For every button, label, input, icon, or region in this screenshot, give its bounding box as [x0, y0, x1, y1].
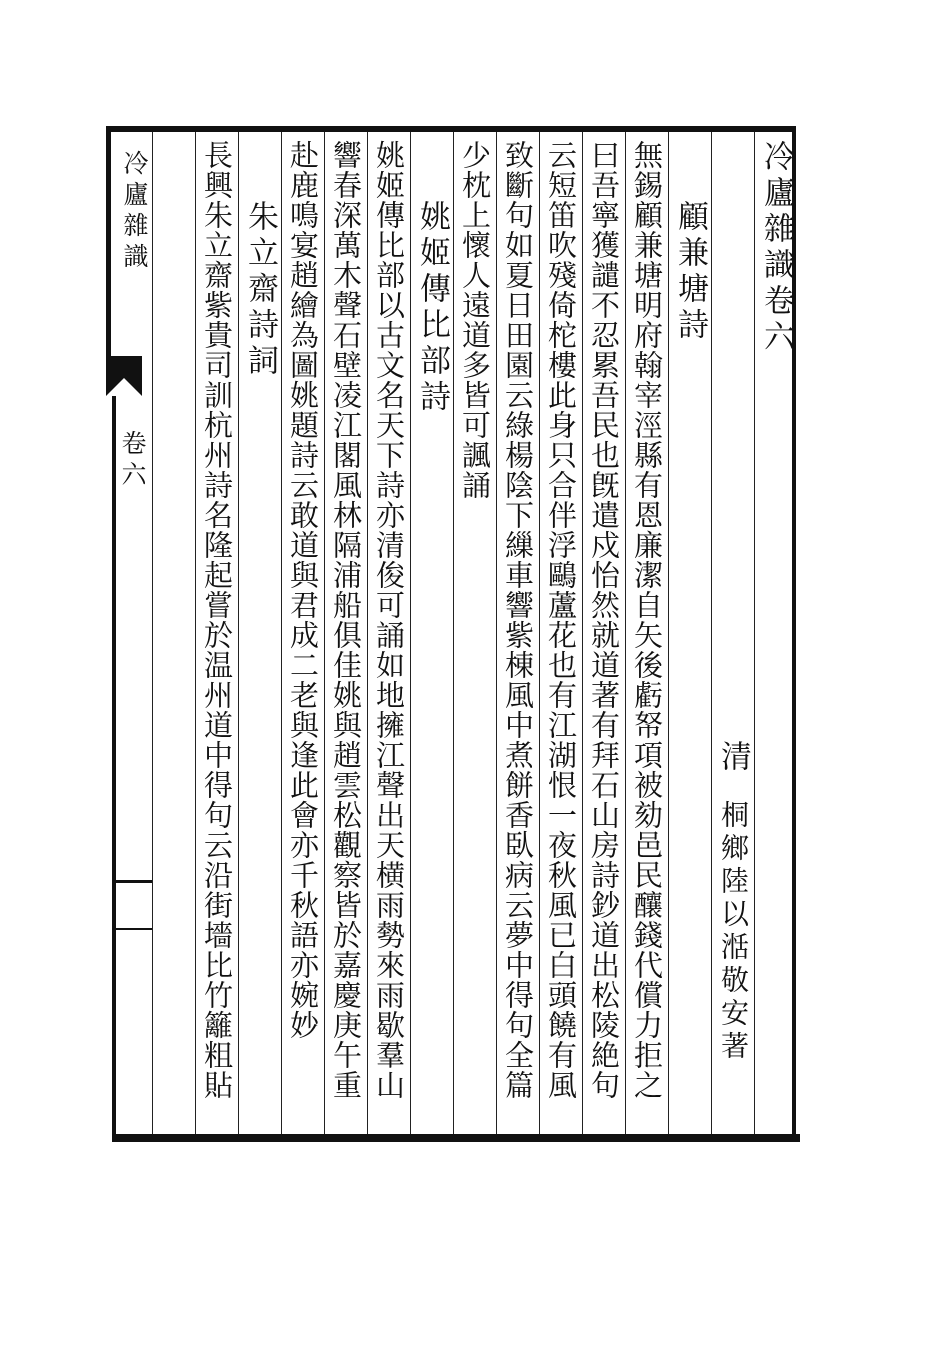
- text-column: 云短笛吹殘倚柁樓此身只合伴浮鷗蘆花也有江湖恨一夜秋風已白頭饒有風: [544, 140, 578, 1100]
- book-title: 冷廬雜識卷六: [758, 140, 794, 356]
- frame-left-border-upper: [106, 126, 111, 358]
- text-column: 赴鹿鳴宴趙繪為圖姚題詩云敢道與君成二老與逢此會亦千秋語亦婉妙: [286, 140, 320, 1040]
- dynasty: 清: [715, 740, 751, 776]
- author-line: 桐鄉陸以湉敬安著: [717, 800, 750, 1064]
- text-column: 少枕上懷人遠道多皆可諷誦: [458, 140, 492, 500]
- page-number-mark: [114, 880, 152, 883]
- text-column: 曰吾寧獲譴不忍累吾民也旣遣戍怡然就道著有拜石山房詩鈔道出松陵絶句: [587, 140, 621, 1100]
- gutter-page-number: [114, 880, 115, 887]
- text-column: 長興朱立齋紫貴司訓杭州詩名隆起嘗於温州道中得句云沿街墻比竹籬粗貼: [200, 140, 234, 1100]
- frame-left-border-lower: [112, 396, 116, 1138]
- text-column: 姚姬傳比部以古文名天下詩亦清俊可誦如地擁江聲出天横雨勢來雨歇羣山: [372, 140, 406, 1100]
- text-column: 無錫顧兼塘明府翰宰涇縣有恩廉潔自矢後虧帑項被劾邑民釀錢代償力拒之: [630, 140, 664, 1100]
- frame-top-border: [106, 126, 796, 132]
- text-column: 響春深萬木聲石壁凌江閣風林隔浦船俱佳姚與趙雲松觀察皆於嘉慶庚午重: [329, 140, 363, 1100]
- column-rule: [152, 132, 153, 1134]
- frame-bottom-border: [112, 1134, 800, 1142]
- gutter-title: 冷廬雜識: [120, 150, 149, 274]
- section-heading: 顧兼塘詩: [672, 200, 708, 344]
- gutter-rule: [114, 928, 152, 930]
- fish-tail-mark: [106, 356, 142, 396]
- gutter-volume: 卷六: [118, 430, 147, 492]
- section-heading: 姚姬傳比部詩: [414, 200, 450, 416]
- section-heading: 朱立齋詩詞: [242, 200, 278, 380]
- text-column: 致斷句如夏日田園云綠楊陰下繅車響紫棟風中煮餅香臥病云夢中得句全篇: [501, 140, 535, 1100]
